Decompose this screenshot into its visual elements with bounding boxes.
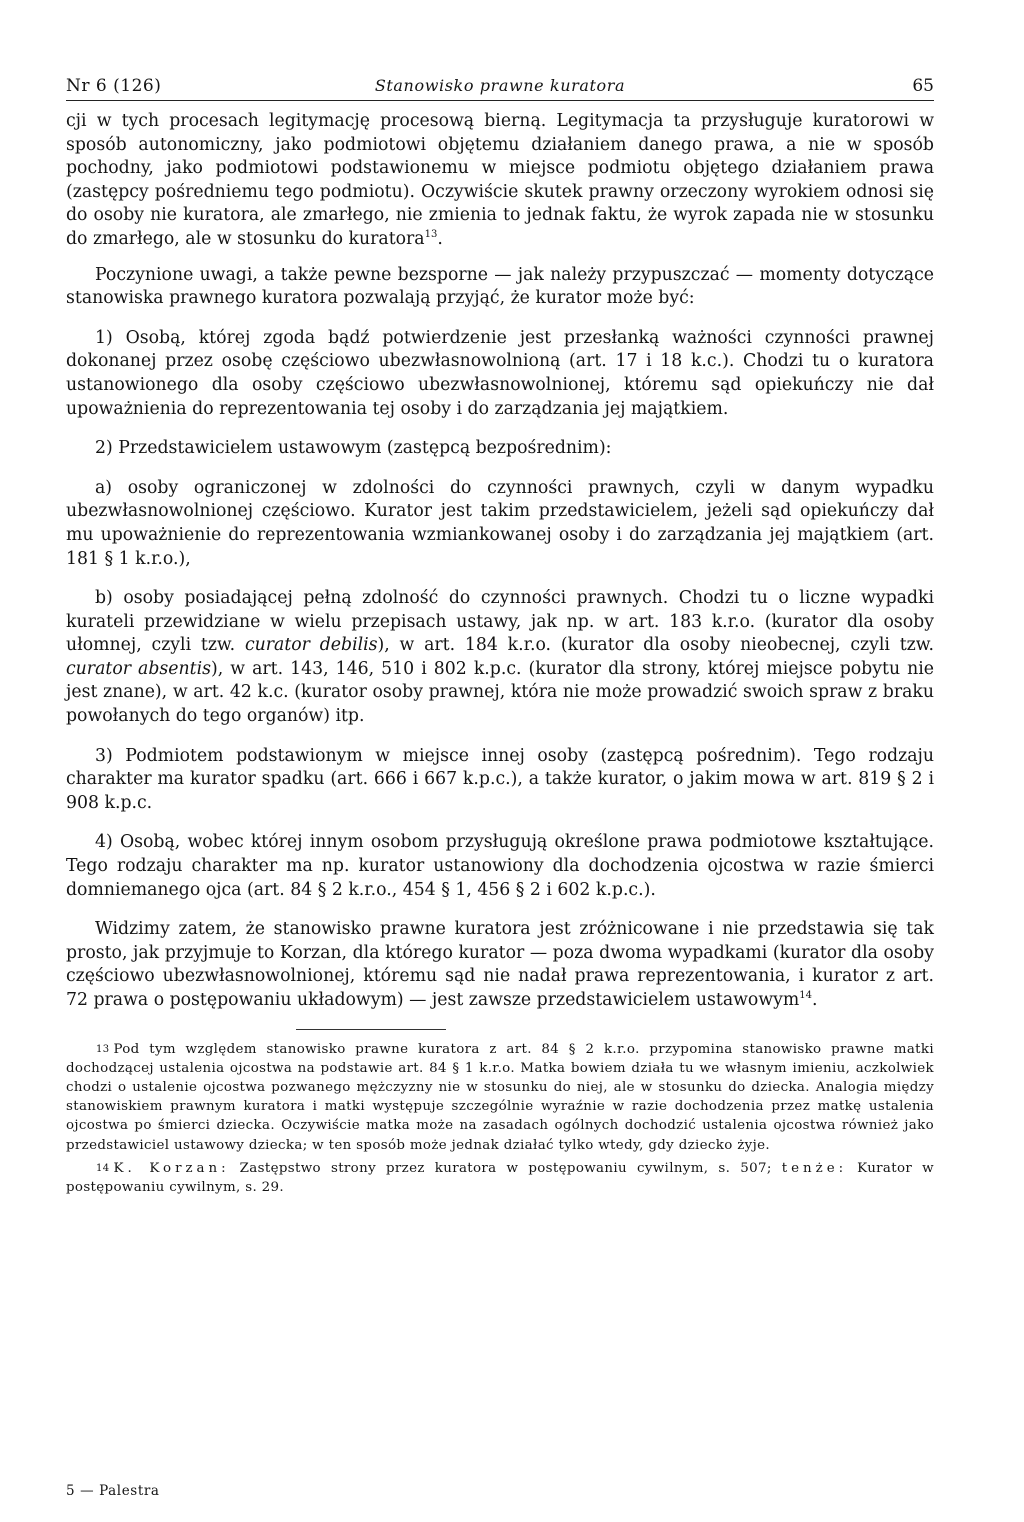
paragraph-conclusion	[66, 918, 934, 1012]
paragraph-text: cji w tych procesach legitymację procesową bierną. Legitymacja ta przysługuje kuratorowi w sposób autonomiczny, jako podmiotowi objętemu działaniem danego prawa, a nie w sposób pochodny, jako podmiotowi podstawionemu w miejsce podmiotu objętego działaniem prawa (zastępcy pośredniemu tego podmiotu). Oczywiście skutek prawny orzeczony wyrokiem odnosi się do osoby nie kuratora, ale zmarłego, nie zmienia to jednak faktu, że wyrok zapada nie w stosunku do zmarłego, ale w stosunku do kuratora	[66, 111, 934, 249]
body-text	[66, 110, 934, 1013]
page-number: 65	[912, 76, 934, 96]
footnote-author: K. Korzan:	[113, 1160, 230, 1176]
paragraph-text: b) osoby posiadającej pełną zdolność do czynności prawnych. Chodzi tu o liczne wypadki kurateli przewidziane w wielu przepisach ustawy, jak np. w art. 183 k.r.o. (kurator dla osoby ułomnej, czyli tzw.	[66, 588, 934, 656]
footnote-14	[66, 1159, 934, 1197]
footnote-13	[66, 1040, 934, 1155]
footnote-text: Pod tym względem stanowisko prawne kuratora z art. 84 § 2 k.r.o. przypomina stanowisko prawne matki dochodzącej ustalenia ojcostwa na podstawie art. 84 § 1 k.r.o. Matka bowiem działa tu we własnym imieniu, aczkolwiek chodzi o ustalenie ojcostwa pozwanego mężczyzny nie w stosunku do niej, ale w stosunku do dziecka. Analogia między stanowiskiem prawnym kuratora i matki występuje szczególnie wyraźnie w razie dochodzenia przez matkę ustalenia ojcostwa po śmierci dziecka. Oczywiście matka może na zasadach ogólnych dochodzić ustalenia ojcostwa również jako przedstawiciel ustawowy dziecka; w ten sposób może jednak działać tylko wtedy, gdy dziecko żyje.	[66, 1041, 934, 1153]
footnote-number: 13	[96, 1043, 110, 1055]
list-item-2: 2) Przedstawicielem ustawowym (zastępcą bezpośrednim):	[95, 438, 612, 459]
footnote-text: Zastępstwo strony przez kuratora w postępowaniu cywilnym, s. 507;	[229, 1160, 782, 1176]
latin-term: curator absentis	[66, 658, 211, 679]
list-item-1: 1) Osobą, której zgoda bądź potwierdzenie jest przesłanką ważności czynności prawnej dokonanej przez osobę częściowo ubezwłasnowolnioną (art. 17 i 18 k.c.). Chodzi tu o kuratora ustanowionego dla osoby częściowo ubezwłasnowolnionej, któremu sąd opiekuńczy nie dał upoważnienia do reprezentowania tej osoby i do zarządzania jej majątkiem.	[66, 327, 934, 419]
page	[66, 70, 934, 1197]
footnotes	[66, 1040, 934, 1198]
paragraph-intro: Poczynione uwagi, a także pewne bezsporne — jak należy przypuszczać — momenty dotyczące stanowiska prawnego kuratora pozwalają przyjąć, że kurator może być:	[66, 264, 934, 309]
list-item-2a: a) osoby ograniczonej w zdolności do czynności prawnych, czyli w danym wypadku ubezwłasnowolnionej częściowo. Kurator jest takim przedstawicielem, jeżeli sąd opiekuńczy dał mu upoważnienie do reprezentowania wzmiankowanej osoby i do zarządzania jej majątkiem (art. 181 § 1 k.r.o.),	[66, 477, 934, 569]
paragraph-text: Widzimy zatem, że stanowisko prawne kuratora jest zróżnicowane i nie przedstawia się tak prosto, jak przyjmuje to Korzan, dla którego kurator — poza dwoma wypadkami (kurator dla osoby częściowo ubezwłasnowolnionej, któremu sąd nie nadał prawa reprezentowania, i kurator z art. 72 prawa o postępowaniu układowym) — jest zawsze przedstawicielem ustawowym	[66, 919, 934, 1010]
punctuation: .	[812, 990, 818, 1010]
footnote-number: 14	[96, 1162, 110, 1174]
paragraph-text: ), w art. 184 k.r.o. (kurator dla osoby nieobecnej, czyli tzw.	[377, 635, 934, 656]
list-item-4: 4) Osobą, wobec której innym osobom przysługują określone prawa podmiotowe kształtujące. Tego rodzaju charakter ma np. kurator ustanowiony dla dochodzenia ojcostwa w razie śmierci domniemanego ojca (art. 84 § 2 k.r.o., 454 § 1, 456 § 2 i 602 k.p.c.).	[66, 832, 934, 900]
footnote-idem: tenże:	[781, 1160, 848, 1176]
running-title: Stanowisko prawne kuratora	[374, 76, 626, 95]
running-head	[66, 70, 934, 101]
list-item-2b	[66, 587, 934, 729]
footnote-separator	[296, 1029, 446, 1030]
printer-signature: 5 — Palestra	[66, 1483, 160, 1499]
footnote-ref-13: 13	[424, 229, 438, 241]
latin-term: curator debilis	[244, 635, 378, 656]
paragraph-text: ), w art. 143, 146, 510 i 802 k.p.c. (kurator dla strony, której miejsce pobytu nie jest znane), w art. 42 k.c. (kurator osoby prawnej, która nie może prowadzić swoich spraw z braku powołanych do tego organów) itp.	[66, 658, 934, 727]
list-item-3: 3) Podmiotem podstawionym w miejsce innej osoby (zastępcą pośrednim). Tego rodzaju charakter ma kurator spadku (art. 666 i 667 k.p.c.), a także kurator, o jakim mowa w art. 819 § 2 i 908 k.p.c.	[66, 745, 934, 813]
footnote-ref-14: 14	[799, 990, 812, 1002]
footnote-text: Kurator w postępowaniu cywilnym, s. 29.	[66, 1160, 934, 1196]
paragraph-continuation	[66, 110, 934, 252]
issue-number: Nr 6 (126)	[66, 76, 162, 96]
punctuation: .	[437, 228, 443, 249]
